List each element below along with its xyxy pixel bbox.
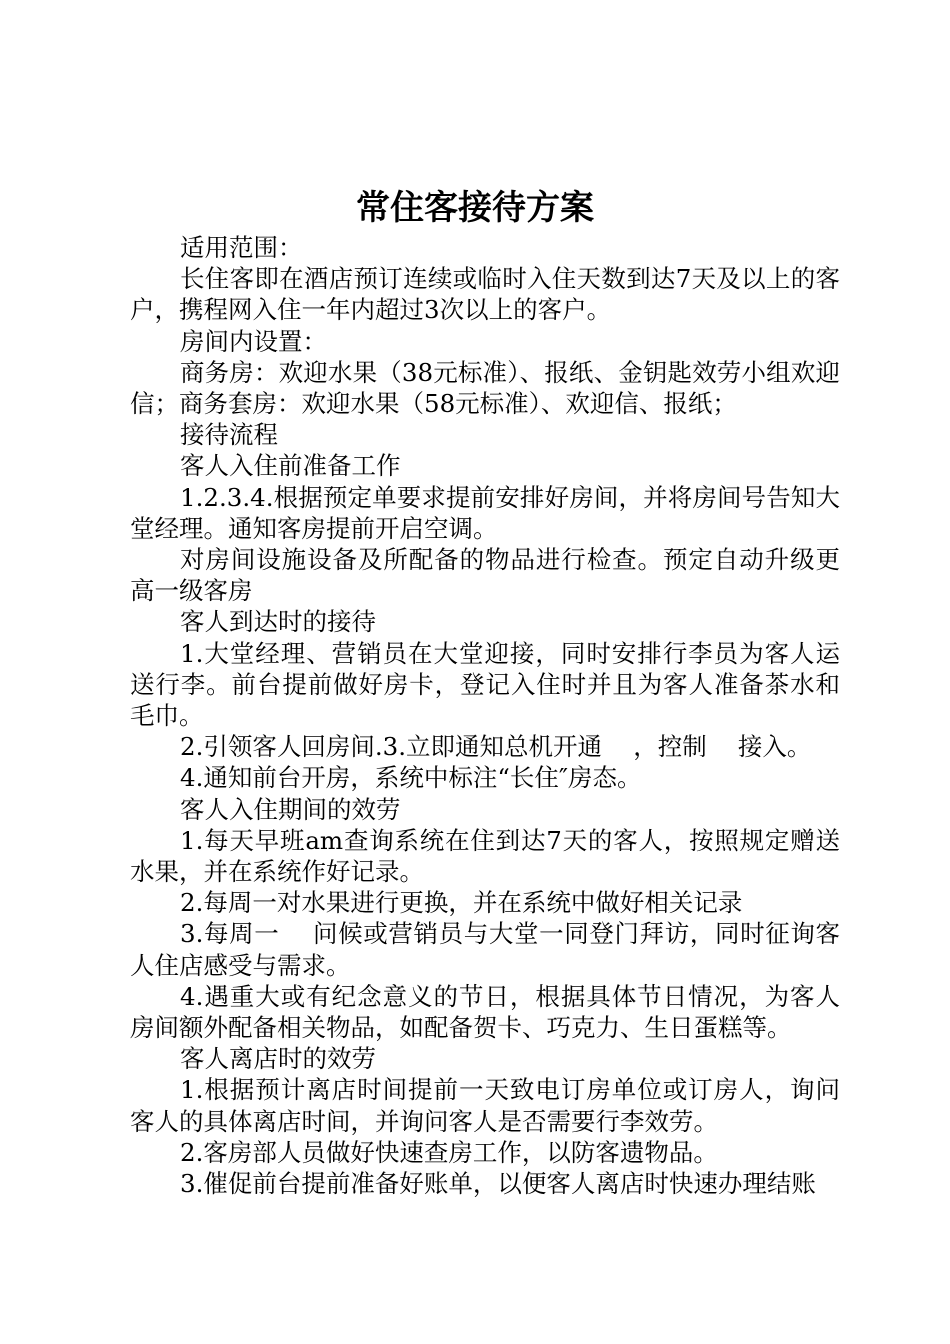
paragraph-scope-heading: 适用范围： — [180, 233, 303, 262]
paragraph-stay-step-3: 3.每周一 问候或营销员与大堂一同登门拜访，同时征询客人住店感受与需求。 — [130, 919, 840, 980]
paragraph-room-setup-details: 商务房：欢迎水果（38元标准）、报纸、金钥匙效劳小组欢迎信；商务套房：欢迎水果（58元标准）、欢迎信、报纸； — [130, 357, 840, 419]
document-title: 常住客接待方案 — [356, 188, 594, 228]
paragraph-stay-step-2: 2.每周一对水果进行更换，并在系统中做好相关记录 — [180, 888, 743, 918]
paragraph-stay-step-4: 4.遇重大或有纪念意义的节日，根据具体节日情况，为客人房间额外配备相关物品，如配备贺卡、巧克力、生日蛋糕等。 — [130, 981, 840, 1043]
paragraph-pre-arrival-heading: 客人入住前准备工作 — [180, 451, 401, 481]
paragraph-pre-arrival-step-2: 对房间设施设备及所配备的物品进行检查。预定自动升级更高一级客房 — [130, 545, 840, 606]
paragraph-arrival-heading: 客人到达时的接待 — [180, 607, 376, 637]
paragraph-reception-process-heading: 接待流程 — [180, 420, 278, 450]
paragraph-departure-heading: 客人离店时的效劳 — [180, 1044, 376, 1074]
paragraph-stay-heading: 客人入住期间的效劳 — [180, 794, 401, 824]
document-body — [130, 232, 840, 1199]
paragraph-arrival-step-2: 2.引领客人回房间.3.立即通知总机开通 ，控制 接入。 — [180, 732, 812, 762]
paragraph-departure-step-1: 1.根据预计离店时间提前一天致电订房单位或订房人，询问客人的具体离店时间，并询问客人是否需要行李效劳。 — [130, 1075, 840, 1136]
paragraph-arrival-step-1: 1.大堂经理、营销员在大堂迎接，同时安排行李员为客人运送行李。前台提前做好房卡，登记入住时并且为客人准备茶水和毛巾。 — [130, 638, 840, 731]
paragraph-departure-step-2: 2.客房部人员做好快速查房工作，以防客遗物品。 — [180, 1137, 718, 1167]
paragraph-stay-step-1: 1.每天早班am查询系统在住到达7天的客人，按照规定赠送水果，并在系统作好记录。 — [130, 825, 840, 887]
paragraph-pre-arrival-step-1: 1.2.3.4.根据预定单要求提前安排好房间，并将房间号告知大堂经理。通知客房提前开启空调。 — [130, 482, 840, 543]
paragraph-scope-definition: 长住客即在酒店预订连续或临时入住天数到达7天及以上的客户，携程网入住一年内超过3次以上的客户。 — [130, 264, 840, 325]
paragraph-room-setup-heading: 房间内设置： — [180, 326, 327, 356]
paragraph-arrival-step-4: 4.通知前台开房，系统中标注“长住″房态。 — [180, 763, 642, 793]
paragraph-departure-step-3: 3.催促前台提前准备好账单，以便客人离店时快速办理结账 — [180, 1169, 816, 1199]
